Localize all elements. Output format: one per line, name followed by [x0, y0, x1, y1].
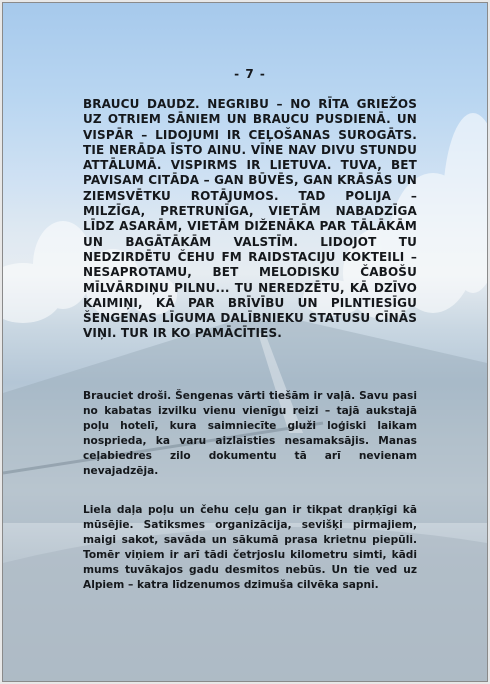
document-page	[2, 2, 488, 682]
body-paragraph: Liela daļa poļu un čehu ceļu gan ir tikpat draņķīgi kā mūsējie. Satiksmes organizācija, sevišķi pirmajiem, maigi sakot, savāda un sākumā prasa krietnu piepūli. Tomēr viņiem ir arī tādi četrjoslu kilometru simti, kādi mums tuvākajos gadu desmitos nebūs. Un tie ved uz Alpiem – katra līdzenumos dzimuša cilvēka sapni.	[83, 504, 417, 591]
page-number: - 7 -	[234, 67, 266, 81]
caps-paragraph: BRAUCU DAUDZ. NEGRIBU – NO RĪTA GRIEŽOS UZ OTRIEM SĀNIEM UN BRAUCU PUSDIENĀ. UN VISPĀR – LIDOJUMI IR CEĻOŠANAS SUROGĀTS. TIE NERĀDA ĪSTO AINU. VĪNE NAV DIVU STUNDU ATTĀLUMĀ. VISPIRMS IR LIETUVA. TUVA, BET PAVISAM CITĀDA – GAN BŪVĒS, GAN KRĀSĀS UN ZIEMSVĒTKU ROTĀJUMOS. TAD POLIJA – MILZĪGA, PRETRUNĪGA, VIETĀM NABADZĪGA LĪDZ ASARĀM, VIETĀM DIŽENĀKA PAR TĀLĀKĀM UN BAGĀTĀKĀM VALSTĪM. LIDOJOT TU NEDZIRDĒTU ČEHU FM RAIDSTACIJU KOKTEILI – NESAPROTAMU, BET MELODISKU ČABOŠU MĪLVĀRDIŅU PILNU... TU NEREDZĒTU, KĀ DZĪVO KAIMIŅI, KĀ PAR BRĪVĪBU UN PILNTIESĪGU ŠENGENAS LĪGUMA DALĪBNIEKU STATUSU CĪNĀS VIŅI. TUR IR KO PAMĀCĪTIES.	[83, 97, 417, 341]
body-paragraph: Brauciet droši. Šengenas vārti tiešām ir vaļā. Savu pasi no kabatas izvilku vienu vienīgu reizi – tajā aukstajā poļu hotelī, kura saimniecīte gluži loģiski laikam nosprieda, ka varu aizlaisties nesamaksājis. Manas ceļabiedres zilo dokumentu tā arī nevienam nevajadzēja.	[83, 390, 417, 477]
